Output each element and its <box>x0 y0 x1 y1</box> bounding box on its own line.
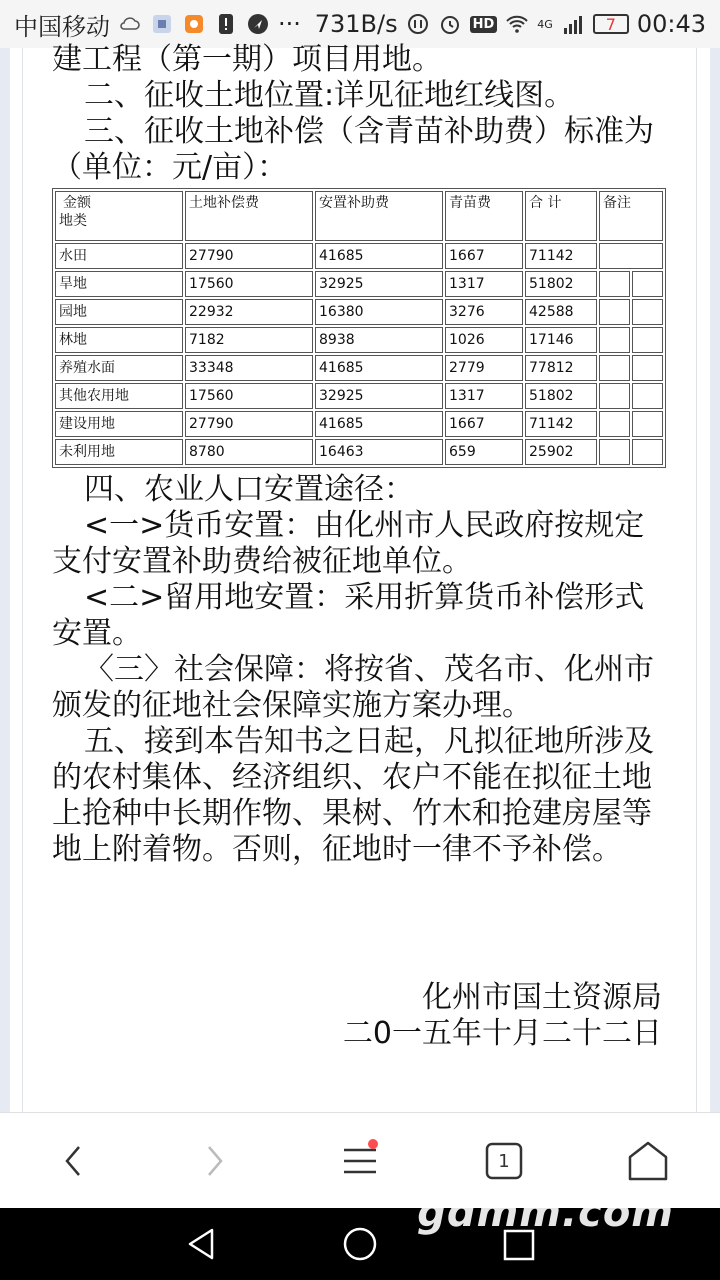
table-row <box>55 243 663 269</box>
column-header: 安置补助费 <box>315 191 443 241</box>
cell-note <box>632 271 663 297</box>
cell: 1026 <box>445 327 523 353</box>
back-button[interactable] <box>44 1135 100 1187</box>
cell-note <box>632 299 663 325</box>
cell: 1317 <box>445 383 523 409</box>
cell-note <box>632 439 663 465</box>
cell: 51802 <box>525 383 597 409</box>
network-type: 4G <box>537 17 553 31</box>
cell: 3276 <box>445 299 523 325</box>
chevron-left-icon <box>57 1141 87 1181</box>
network-speed: 731B/s <box>314 10 398 38</box>
cell: 71142 <box>525 243 597 269</box>
cell: 41685 <box>315 243 443 269</box>
cell: 2779 <box>445 355 523 381</box>
cell: 1667 <box>445 243 523 269</box>
wifi-icon <box>505 12 529 36</box>
cell: 17560 <box>185 271 313 297</box>
alarm-icon <box>438 12 462 36</box>
cell: 1317 <box>445 271 523 297</box>
paragraph-compensation: 三、征收土地补偿（含青苗补助费）标准为（单位：元/亩）： <box>52 114 654 185</box>
nav-home-icon[interactable] <box>342 1226 378 1262</box>
cell-note <box>599 355 630 381</box>
cell: 25902 <box>525 439 597 465</box>
battery-icon: 7 <box>593 14 629 34</box>
cell: 71142 <box>525 411 597 437</box>
status-bar <box>0 0 720 48</box>
row-land-type: 林地 <box>55 327 183 353</box>
cell: 32925 <box>315 383 443 409</box>
table-row <box>55 355 663 381</box>
cell: 32925 <box>315 271 443 297</box>
cell: 8780 <box>185 439 313 465</box>
cell-note <box>632 327 663 353</box>
more-icon: ··· <box>278 10 301 38</box>
cell: 27790 <box>185 411 313 437</box>
page-margin-left <box>0 48 10 1112</box>
table-row <box>55 271 663 297</box>
tabs-button[interactable] <box>476 1135 532 1187</box>
app-notification-icon <box>150 12 174 36</box>
table-header-row <box>55 191 663 241</box>
cell: 17146 <box>525 327 597 353</box>
cell-note <box>599 243 663 269</box>
hd-badge: HD <box>470 16 498 33</box>
row-land-type: 养殖水面 <box>55 355 183 381</box>
article-content <box>52 42 662 1052</box>
home-button[interactable] <box>620 1135 676 1187</box>
cell: 16380 <box>315 299 443 325</box>
paragraph-monetary: <一>货币安置：由化州市人民政府按规定支付安置补助费给被征地单位。 <box>52 508 645 579</box>
watermark: gdmm.com <box>417 1190 674 1236</box>
app-orange-icon <box>182 12 206 36</box>
row-land-type: 水田 <box>55 243 183 269</box>
row-land-type: 未利用地 <box>55 439 183 465</box>
forward-button[interactable] <box>188 1135 244 1187</box>
clock: 00:43 <box>636 10 706 38</box>
header-corner-amount: 金额 <box>63 195 91 211</box>
cell-note <box>599 439 630 465</box>
cell: 77812 <box>525 355 597 381</box>
header-corner <box>55 191 183 241</box>
cell-note <box>632 411 663 437</box>
navigation-icon <box>246 12 270 36</box>
cell: 17560 <box>185 383 313 409</box>
cell-note <box>632 355 663 381</box>
paragraph-notice: 五、接到本告知书之日起，凡拟征地所涉及的农村集体、经济组织、农户不能在拟征土地上抢种中长期作物、果树、竹木和抢建房屋等地上附着物。否则，征地时一律不予补偿。 <box>52 724 654 867</box>
paragraph-location: 二、征收土地位置:详见征地红线图。 <box>84 78 575 113</box>
table-row <box>55 383 663 409</box>
cell: 41685 <box>315 355 443 381</box>
notification-dot <box>368 1139 378 1149</box>
cell: 33348 <box>185 355 313 381</box>
divider <box>22 48 23 1112</box>
issue-date: 二0一五年十月二十二日 <box>342 1016 662 1051</box>
home-icon <box>626 1139 670 1183</box>
table-row <box>55 327 663 353</box>
cell: 659 <box>445 439 523 465</box>
cell: 7182 <box>185 327 313 353</box>
nav-back-icon[interactable] <box>184 1226 220 1262</box>
divider <box>696 48 697 1112</box>
column-header: 青苗费 <box>445 191 523 241</box>
alert-icon <box>214 12 238 36</box>
compensation-table <box>52 188 666 468</box>
cell: 27790 <box>185 243 313 269</box>
table-row <box>55 439 663 465</box>
row-land-type: 其他农用地 <box>55 383 183 409</box>
signal-icon <box>561 12 585 36</box>
cell: 16463 <box>315 439 443 465</box>
row-land-type: 园地 <box>55 299 183 325</box>
column-header: 土地补偿费 <box>185 191 313 241</box>
row-land-type: 旱地 <box>55 271 183 297</box>
menu-button[interactable] <box>332 1135 388 1187</box>
cell-note <box>599 327 630 353</box>
cloud-icon <box>118 12 142 36</box>
data-saver-icon <box>406 12 430 36</box>
cell: 51802 <box>525 271 597 297</box>
cell-note <box>599 299 630 325</box>
cell: 42588 <box>525 299 597 325</box>
cell-note <box>599 383 630 409</box>
tab-count: 1 <box>498 1150 510 1172</box>
paragraph-resettlement: 四、农业人口安置途径： <box>84 472 414 507</box>
cell: 22932 <box>185 299 313 325</box>
column-header: 合 计 <box>525 191 597 241</box>
cell: 8938 <box>315 327 443 353</box>
cell: 1667 <box>445 411 523 437</box>
chevron-right-icon <box>201 1141 231 1181</box>
table-row <box>55 411 663 437</box>
carrier-label: 中国移动 <box>14 12 110 41</box>
page-margin-right <box>710 48 720 1112</box>
row-land-type: 建设用地 <box>55 411 183 437</box>
column-header: 备注 <box>599 191 663 241</box>
menu-icon <box>342 1144 378 1178</box>
paragraph-reserved-land: <二>留用地安置：采用折算货币补偿形式安置。 <box>52 580 645 651</box>
text-line: 建工程（第一期）项目用地。 <box>52 42 442 77</box>
cell-note <box>599 411 630 437</box>
cell: 41685 <box>315 411 443 437</box>
signature-block <box>52 980 662 1052</box>
table-row <box>55 299 663 325</box>
paragraph-social-security: 〈三〉社会保障：将按省、茂名市、化州市颁发的征地社会保障实施方案办理。 <box>52 652 654 723</box>
cell-note <box>632 383 663 409</box>
header-corner-type: 地类 <box>59 213 87 229</box>
issuing-authority: 化州市国土资源局 <box>422 980 662 1015</box>
cell-note <box>599 271 630 297</box>
